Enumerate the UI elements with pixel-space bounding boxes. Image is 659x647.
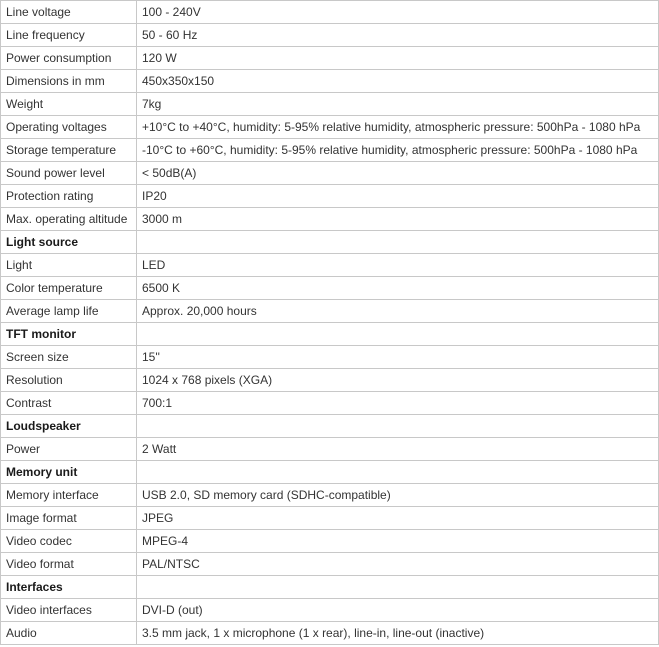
spec-label: Color temperature bbox=[1, 277, 137, 300]
table-row bbox=[1, 70, 659, 93]
spec-label: Max. operating altitude bbox=[1, 208, 137, 231]
section-title: Loudspeaker bbox=[1, 415, 137, 438]
table-row bbox=[1, 277, 659, 300]
table-row bbox=[1, 599, 659, 622]
table-row bbox=[1, 116, 659, 139]
spec-label: Video codec bbox=[1, 530, 137, 553]
section-header-row bbox=[1, 231, 659, 254]
section-header-row bbox=[1, 323, 659, 346]
table-row bbox=[1, 484, 659, 507]
section-header-row bbox=[1, 576, 659, 599]
spec-value: MPEG-4 bbox=[137, 530, 659, 553]
table-row bbox=[1, 1, 659, 24]
spec-value: 450x350x150 bbox=[137, 70, 659, 93]
spec-value bbox=[137, 415, 659, 438]
table-row bbox=[1, 139, 659, 162]
table-row bbox=[1, 369, 659, 392]
spec-value: JPEG bbox=[137, 507, 659, 530]
section-title: Light source bbox=[1, 231, 137, 254]
spec-value: -10°C to +60°C, humidity: 5-95% relative humidity, atmospheric pressure: 500hPa - 1080 hPa bbox=[137, 139, 659, 162]
spec-value: 1024 x 768 pixels (XGA) bbox=[137, 369, 659, 392]
table-row bbox=[1, 47, 659, 70]
spec-value bbox=[137, 323, 659, 346]
spec-value: +10°C to +40°C, humidity: 5-95% relative humidity, atmospheric pressure: 500hPa - 1080 hPa bbox=[137, 116, 659, 139]
table-row bbox=[1, 438, 659, 461]
table-row bbox=[1, 622, 659, 645]
spec-label: Power bbox=[1, 438, 137, 461]
table-row bbox=[1, 392, 659, 415]
spec-label: Screen size bbox=[1, 346, 137, 369]
spec-label: Audio bbox=[1, 622, 137, 645]
section-header-row bbox=[1, 461, 659, 484]
table-row bbox=[1, 93, 659, 116]
spec-label: Video interfaces bbox=[1, 599, 137, 622]
spec-label: Contrast bbox=[1, 392, 137, 415]
spec-value: 2 Watt bbox=[137, 438, 659, 461]
table-row bbox=[1, 553, 659, 576]
section-title: Memory unit bbox=[1, 461, 137, 484]
table-row bbox=[1, 346, 659, 369]
spec-label: Protection rating bbox=[1, 185, 137, 208]
spec-label: Resolution bbox=[1, 369, 137, 392]
spec-label: Video format bbox=[1, 553, 137, 576]
spec-label: Dimensions in mm bbox=[1, 70, 137, 93]
spec-label: Weight bbox=[1, 93, 137, 116]
spec-label: Sound power level bbox=[1, 162, 137, 185]
spec-label: Memory interface bbox=[1, 484, 137, 507]
spec-value: 700:1 bbox=[137, 392, 659, 415]
table-row bbox=[1, 530, 659, 553]
spec-value: 6500 K bbox=[137, 277, 659, 300]
section-title: Interfaces bbox=[1, 576, 137, 599]
spec-label: Image format bbox=[1, 507, 137, 530]
section-header-row bbox=[1, 415, 659, 438]
specifications-table-body bbox=[1, 1, 659, 645]
spec-label: Average lamp life bbox=[1, 300, 137, 323]
spec-label: Power consumption bbox=[1, 47, 137, 70]
spec-value: 3.5 mm jack, 1 x microphone (1 x rear), line-in, line-out (inactive) bbox=[137, 622, 659, 645]
spec-value bbox=[137, 461, 659, 484]
spec-value: 100 - 240V bbox=[137, 1, 659, 24]
table-row bbox=[1, 254, 659, 277]
spec-value bbox=[137, 576, 659, 599]
table-row bbox=[1, 185, 659, 208]
spec-label: Line voltage bbox=[1, 1, 137, 24]
spec-value: 3000 m bbox=[137, 208, 659, 231]
table-row bbox=[1, 507, 659, 530]
spec-value: Approx. 20,000 hours bbox=[137, 300, 659, 323]
spec-value: 120 W bbox=[137, 47, 659, 70]
spec-value: PAL/NTSC bbox=[137, 553, 659, 576]
spec-value: 15'' bbox=[137, 346, 659, 369]
spec-value: LED bbox=[137, 254, 659, 277]
spec-value: DVI-D (out) bbox=[137, 599, 659, 622]
spec-value: 50 - 60 Hz bbox=[137, 24, 659, 47]
spec-value: 7kg bbox=[137, 93, 659, 116]
spec-label: Light bbox=[1, 254, 137, 277]
spec-value bbox=[137, 231, 659, 254]
spec-value: USB 2.0, SD memory card (SDHC-compatible) bbox=[137, 484, 659, 507]
spec-value: IP20 bbox=[137, 185, 659, 208]
table-row bbox=[1, 208, 659, 231]
table-row bbox=[1, 162, 659, 185]
spec-label: Operating voltages bbox=[1, 116, 137, 139]
table-row bbox=[1, 24, 659, 47]
spec-value: < 50dB(A) bbox=[137, 162, 659, 185]
section-title: TFT monitor bbox=[1, 323, 137, 346]
table-row bbox=[1, 300, 659, 323]
spec-label: Line frequency bbox=[1, 24, 137, 47]
spec-label: Storage temperature bbox=[1, 139, 137, 162]
